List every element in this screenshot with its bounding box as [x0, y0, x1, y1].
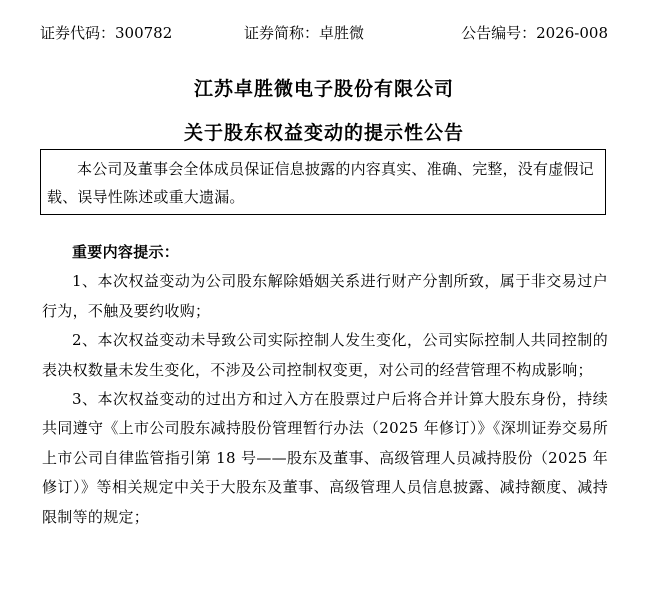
tip-item-1: 1、本次权益变动为公司股东解除婚姻关系进行财产分割所致，属于非交易过户行为，不触及要约收购；	[42, 272, 608, 320]
board-statement-box: 本公司及董事会全体成员保证信息披露的内容真实、准确、完整，没有虚假记载、误导性陈述或重大遗漏。	[40, 149, 606, 215]
tip-item-2: 2、本次权益变动未导致公司实际控制人发生变化，公司实际控制人共同控制的表决权数量未发生变化，不涉及公司控制权变更，对公司的经营管理不构成影响；	[42, 331, 608, 379]
key-tips-heading: 重要内容提示：	[72, 243, 180, 261]
announcement-body	[42, 238, 608, 532]
announcement-header	[0, 22, 648, 44]
announcement-number: 公告编号：2026-008	[461, 24, 608, 42]
tip-item-3: 3、本次权益变动的过出方和过入方在股票过户后将合并计算大股东身份，持续共同遵守《上市公司股东减持股份管理暂行办法（2025 年修订）》《深圳证券交易所上市公司自律监管指引第 18 号——股东及董事、高级管理人员减持股份（2025 年修订）》等相关规定中关于大股东及董事、高级管理人员信息披露、减持额度、减持限制等的规定；	[42, 390, 608, 526]
company-name: 江苏卓胜微电子股份有限公司	[193, 78, 454, 100]
announcement-title: 关于股东权益变动的提示性公告	[183, 122, 464, 144]
stock-abbreviation: 证券简称：卓胜微	[244, 24, 365, 42]
stock-code: 证券代码：300782	[40, 24, 173, 42]
